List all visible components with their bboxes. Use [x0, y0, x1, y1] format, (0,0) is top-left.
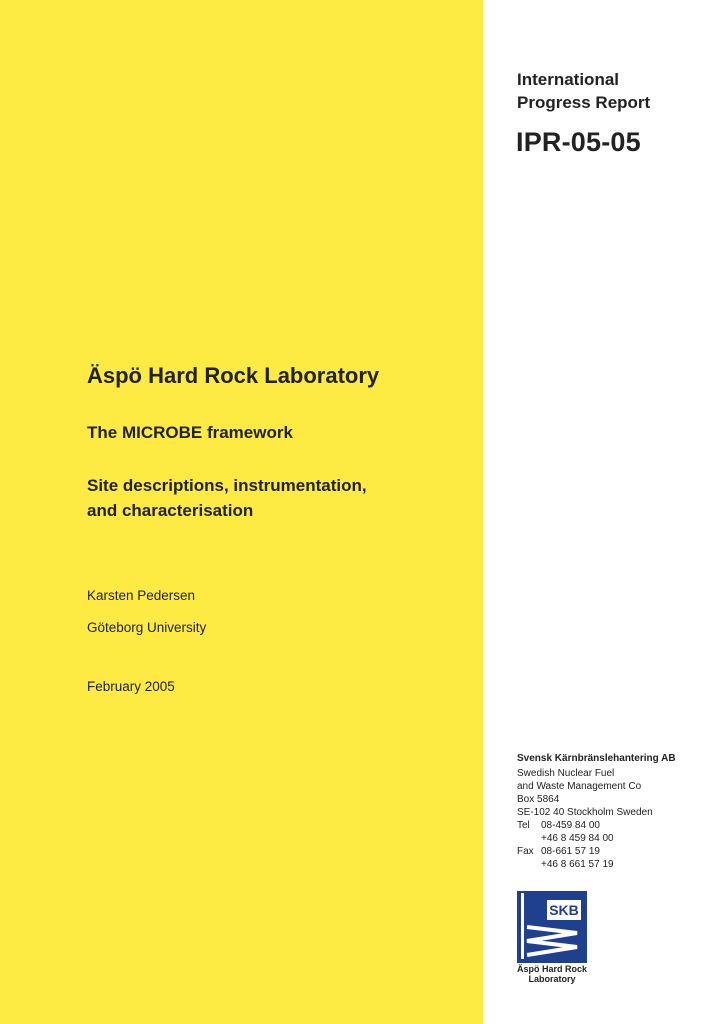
- logo-caption-line-1: Äspö Hard Rock: [516, 964, 587, 974]
- publisher-fax-row-2: [517, 858, 717, 871]
- publisher-company: Svensk Kärnbränslehantering AB: [517, 753, 676, 764]
- tel-value-1: 08-459 84 00: [541, 820, 600, 831]
- publisher-tel-row-2: [517, 832, 717, 845]
- publisher-address: [517, 752, 717, 871]
- subtitle: The MICROBE framework: [87, 423, 293, 442]
- series-line-2: Progress Report: [517, 93, 651, 112]
- publication-date: February 2005: [87, 679, 175, 694]
- publisher-fax-row-1: [517, 845, 717, 858]
- fax-value-2: +46 8 661 57 19: [541, 859, 614, 870]
- logo-caption: [512, 964, 592, 984]
- publisher-tel-row-1: [517, 819, 717, 832]
- publisher-line-2: and Waste Management Co: [517, 781, 642, 792]
- subtitle-secondary: [87, 473, 467, 523]
- affiliation: Göteborg University: [87, 620, 207, 635]
- series-line-1: International: [517, 70, 620, 89]
- report-number: IPR-05-05: [516, 127, 641, 157]
- subtitle-secondary-line-1: Site descriptions, instrumentation,: [87, 476, 367, 495]
- report-series: [517, 68, 650, 114]
- publisher-line-4: SE-102 40 Stockholm Sweden: [517, 807, 653, 818]
- page-title: Äspö Hard Rock Laboratory: [87, 363, 380, 388]
- logo-caption-line-2: Laboratory: [528, 974, 576, 984]
- author: Karsten Pedersen: [87, 588, 196, 603]
- skb-logo-text: SKB: [549, 902, 579, 918]
- tel-label: Tel: [517, 820, 530, 831]
- fax-label: Fax: [517, 846, 534, 857]
- subtitle-secondary-line-2: and characterisation: [87, 501, 254, 520]
- publisher-line-1: Swedish Nuclear Fuel: [517, 768, 615, 779]
- fax-value-1: 08-661 57 19: [541, 846, 600, 857]
- skb-logo-icon: [517, 891, 587, 963]
- publisher-line-3: Box 5864: [517, 794, 560, 805]
- tel-value-2: +46 8 459 84 00: [541, 833, 614, 844]
